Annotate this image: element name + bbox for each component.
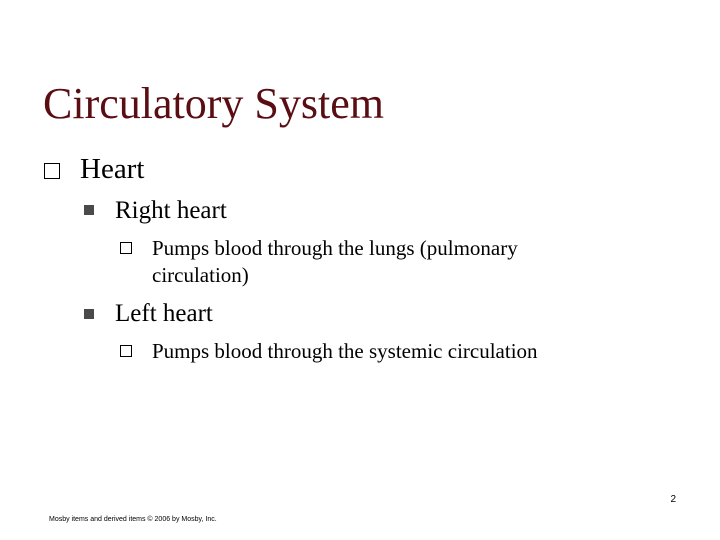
bullet-heart: Heart: [80, 153, 145, 185]
filled-square-bullet-icon: [84, 205, 94, 215]
bullet-right-heart: Right heart: [115, 197, 227, 224]
slide-title: Circulatory System: [43, 79, 384, 128]
bullet-left-heart: Left heart: [115, 300, 213, 327]
filled-square-bullet-icon: [84, 309, 94, 319]
bullet-right-heart-detail-line2: circulation): [152, 263, 249, 287]
open-square-bullet-icon: [44, 163, 60, 179]
page-number: 2: [670, 494, 676, 505]
copyright-footer: Mosby items and derived items © 2006 by Mosby, Inc.: [49, 516, 217, 523]
bullet-left-heart-detail: Pumps blood through the systemic circulation: [152, 339, 538, 363]
open-square-bullet-icon: [120, 345, 132, 357]
open-square-bullet-icon: [120, 242, 132, 254]
bullet-right-heart-detail-line1: Pumps blood through the lungs (pulmonary: [152, 236, 518, 260]
